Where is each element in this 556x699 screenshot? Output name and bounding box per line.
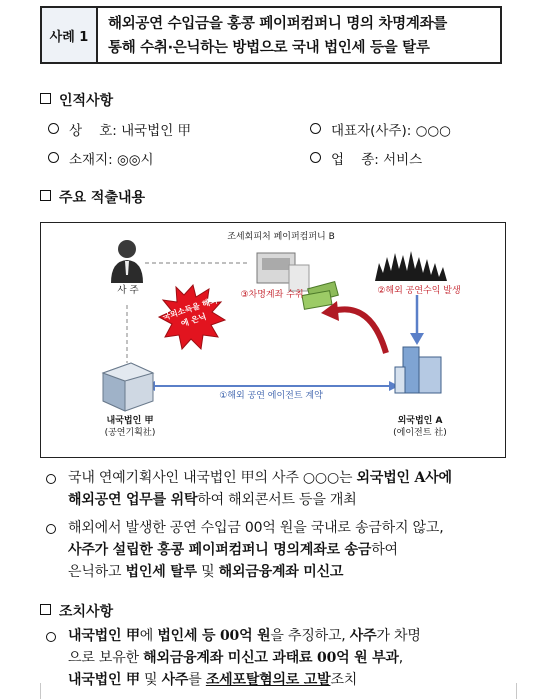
ceo-row: 대표자(사주): ○○○: [310, 119, 451, 139]
square-bullet-icon: [40, 93, 51, 104]
owner-label: 사 주: [117, 285, 139, 296]
circle-bullet-icon: [46, 632, 56, 642]
finding-paragraph-1: 국내 연예기획사인 내국법인 甲의 사주 ○○○는 외국법인 A사에 해외공연 업무를 위탁하여 해외콘서트 등을 개최: [68, 470, 452, 508]
finding-paragraph-2: 해외에서 발생한 공연 수입금 00억 원을 국내로 송금하지 않고, 사주가 설립한 홍콩 페이퍼컴퍼니 명의계좌로 송금하여 은닉하고 법인세 탈루 및 해외금융계좌 미신고: [68, 520, 444, 580]
scheme-diagram: [40, 222, 506, 458]
personal-heading: 인적사항: [40, 90, 113, 110]
domestic-building-icon: [103, 363, 153, 411]
business-row: 업 종: 서비스: [310, 148, 422, 168]
circle-bullet-icon: [48, 152, 59, 163]
paper-company-icon: [257, 253, 309, 291]
step1-label: ①해외 공연 에이전트 계약: [219, 391, 323, 401]
page-corner-mark: [516, 683, 533, 699]
case-title: [108, 12, 500, 60]
case-label: 사례 1: [42, 8, 98, 62]
case-title-line1: 해외공연 수입금을 홍콩 페이퍼컴퍼니 명의 차명계좌를: [108, 16, 447, 32]
square-bullet-icon: [40, 604, 51, 615]
address-row: 소재지: ◎◎시: [48, 148, 154, 168]
foreign-building-icon: [395, 347, 441, 393]
domestic-company-sub: (공연기획社): [104, 428, 156, 438]
burst-label: 국외소득을 해외에 은닉: [161, 295, 219, 329]
owner-person-icon: [111, 240, 143, 283]
transfer-curve-arrow: [333, 309, 386, 353]
circle-bullet-icon: [48, 123, 59, 134]
actions-heading: 조치사항: [40, 601, 113, 621]
concert-crowd-icon: [375, 251, 447, 281]
foreign-company-sub: (에이전트 社): [393, 428, 447, 438]
circle-bullet-icon: [46, 524, 56, 534]
case-title-line2: 통해 수취·은닉하는 방법으로 국내 법인세 등을 탈루: [108, 40, 430, 56]
findings-heading: 주요 적출내용: [40, 187, 145, 207]
paper-company-label: 조세회피처 페이퍼컴퍼니 B: [227, 232, 335, 242]
circle-bullet-icon: [310, 152, 321, 163]
page-corner-mark: [24, 683, 41, 699]
domestic-company-name: 내국법인 甲: [106, 416, 154, 426]
action-paragraph: 내국법인 甲에 법인세 등 00억 원을 추징하고, 사주가 차명 으로 보유한 해외금융계좌 미신고 과태료 00억 원 부과, 내국법인 甲 및 사주를 조세포탈혐의로 고발조치: [68, 628, 421, 688]
step2-label: ②해외 공연수익 발생: [377, 286, 461, 296]
circle-bullet-icon: [46, 474, 56, 484]
square-bullet-icon: [40, 190, 51, 201]
case-box: [40, 6, 502, 64]
trade-name-row: 상 호: 내국법인 甲: [48, 119, 191, 139]
circle-bullet-icon: [310, 123, 321, 134]
foreign-company-name: 외국법인 A: [397, 416, 443, 426]
revenue-arrow-head: [410, 333, 424, 345]
step3-label: ③차명계좌 수취: [240, 290, 304, 300]
